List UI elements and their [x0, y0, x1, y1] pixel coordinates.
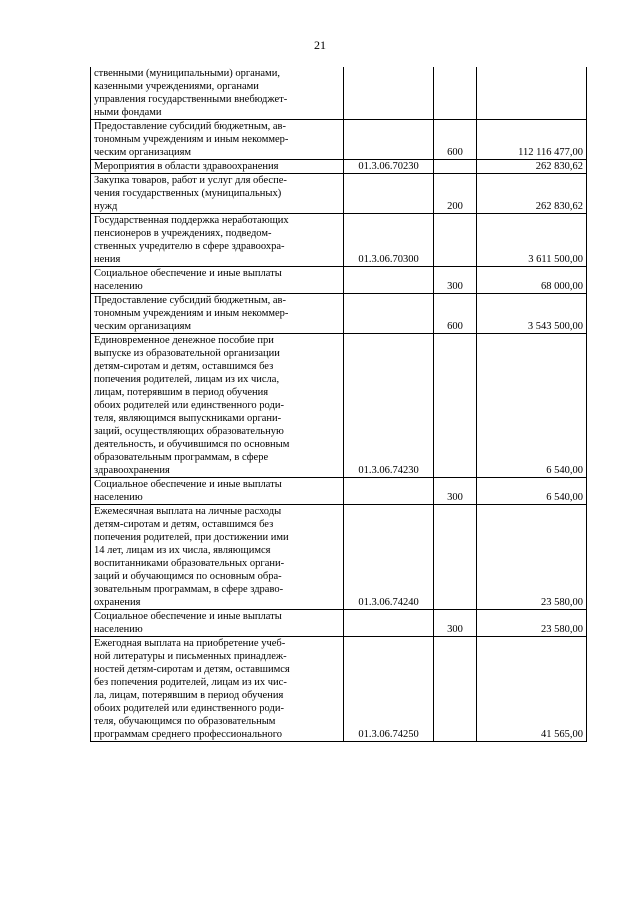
row-expense-type: 200: [434, 174, 477, 214]
row-expense-type: [434, 637, 477, 742]
row-name: Ежегодная выплата на приобретение учеб- ной литературы и письменных принадлеж- ностей детям-сиротам и детям, оставшимся без попечения родителей, лицам из их чис- ла, лицам, потерявшим в период обучения обоих родителей или единственного роди- теля, обучающимся по образовательным программам среднего профессионального: [91, 637, 344, 742]
row-expense-type: [434, 505, 477, 610]
row-name: Государственная поддержка неработающих пенсионеров в учреждениях, подведом- ственных учредителю в сфере здравоохра- нения: [91, 214, 344, 267]
row-code: [344, 120, 434, 160]
row-code: 01.3.06.70230: [344, 160, 434, 174]
table-row: [91, 174, 587, 214]
table-row: [91, 267, 587, 294]
row-expense-type: 300: [434, 478, 477, 505]
row-name: Единовременное денежное пособие при выпуске из образовательной организации детям-сиротам и детям, оставшимся без попечения родителей, лицам из их числа, лицам, потерявшим в период обучения обоих родителей или единственного роди- теля, являющимся выпускниками органи- заций, осуществляющих образовательную деятельность, и обучившимся по основным образовательным программам, в сфере здравоохранения: [91, 334, 344, 478]
row-name: Социальное обеспечение и иные выплаты населению: [91, 267, 344, 294]
row-name: ственными (муниципальными) органами, казенными учреждениями, органами управления государственными внебюджет- ными фондами: [91, 67, 344, 120]
table-row: [91, 505, 587, 610]
row-sum: 41 565,00: [477, 637, 587, 742]
row-code: 01.3.06.74230: [344, 334, 434, 478]
table-row: [91, 67, 587, 120]
row-sum: 23 580,00: [477, 610, 587, 637]
row-code: [344, 174, 434, 214]
table-row: [91, 214, 587, 267]
table-row: [91, 478, 587, 505]
row-name: Предоставление субсидий бюджетным, ав- тономным учреждениям и иным некоммер- ческим организациям: [91, 294, 344, 334]
row-sum: 3 543 500,00: [477, 294, 587, 334]
table-row: [91, 610, 587, 637]
row-expense-type: 600: [434, 120, 477, 160]
row-sum: 262 830,62: [477, 160, 587, 174]
row-code: [344, 267, 434, 294]
row-code: [344, 294, 434, 334]
row-code: 01.3.06.74250: [344, 637, 434, 742]
table-row: [91, 294, 587, 334]
row-name: Закупка товаров, работ и услуг для обеспе- чения государственных (муниципальных) нужд: [91, 174, 344, 214]
page-number: 21: [314, 38, 326, 52]
row-expense-type: 300: [434, 610, 477, 637]
row-sum: 3 611 500,00: [477, 214, 587, 267]
row-name: Ежемесячная выплата на личные расходы детям-сиротам и детям, оставшимся без попечения родителей, при достижении ими 14 лет, лицам из их числа, являющимся воспитанниками образовательных органи- заций и обучающимся по основным обра- зовательным программам, в сфере здраво- охранения: [91, 505, 344, 610]
row-name: Социальное обеспечение и иные выплаты населению: [91, 610, 344, 637]
table-row: [91, 637, 587, 742]
row-name: Мероприятия в области здравоохранения: [91, 160, 344, 174]
row-expense-type: [434, 67, 477, 120]
budget-table: [90, 67, 587, 742]
row-sum: 112 116 477,00: [477, 120, 587, 160]
row-sum: 6 540,00: [477, 334, 587, 478]
row-expense-type: 600: [434, 294, 477, 334]
row-expense-type: [434, 160, 477, 174]
table-row: [91, 160, 587, 174]
row-sum: 68 000,00: [477, 267, 587, 294]
row-sum: 23 580,00: [477, 505, 587, 610]
row-code: 01.3.06.70300: [344, 214, 434, 267]
row-expense-type: [434, 214, 477, 267]
row-code: 01.3.06.74240: [344, 505, 434, 610]
row-sum: 262 830,62: [477, 174, 587, 214]
row-sum: [477, 67, 587, 120]
row-expense-type: [434, 334, 477, 478]
row-sum: 6 540,00: [477, 478, 587, 505]
row-code: [344, 67, 434, 120]
row-code: [344, 478, 434, 505]
row-name: Предоставление субсидий бюджетным, ав- тономным учреждениям и иным некоммер- ческим организациям: [91, 120, 344, 160]
row-name: Социальное обеспечение и иные выплаты населению: [91, 478, 344, 505]
row-expense-type: 300: [434, 267, 477, 294]
table-row: [91, 334, 587, 478]
row-code: [344, 610, 434, 637]
table-row: [91, 120, 587, 160]
